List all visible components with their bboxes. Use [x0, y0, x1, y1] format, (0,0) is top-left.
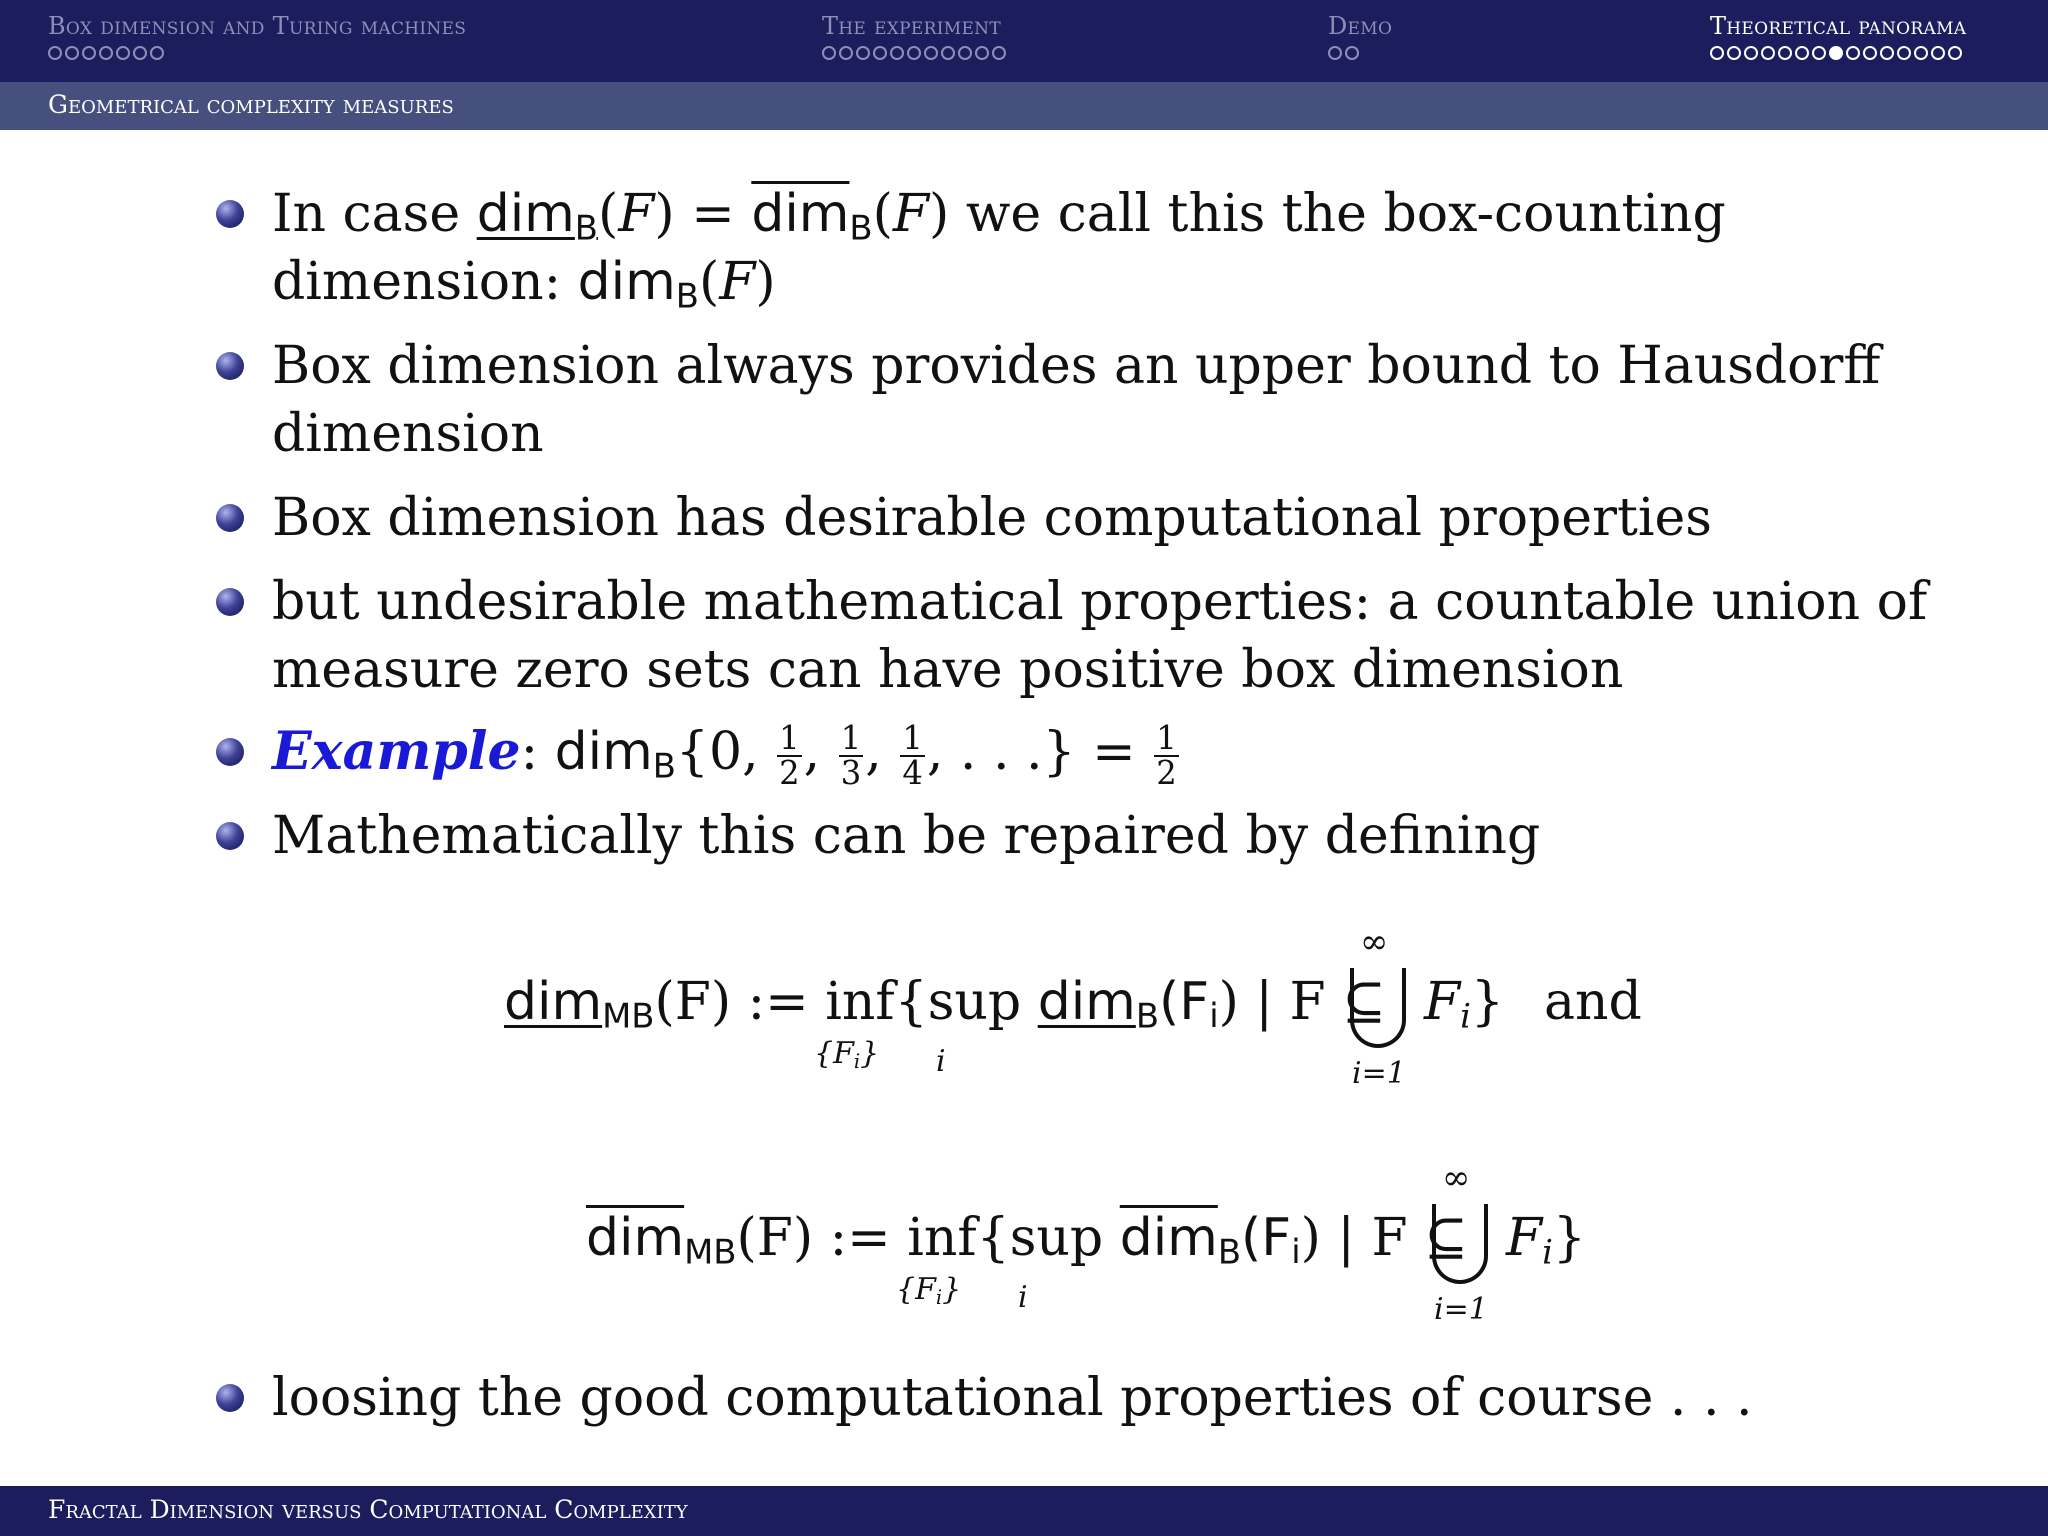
text-span: dim — [504, 972, 603, 1032]
upper-dim — [751, 184, 849, 244]
nav-section-title[interactable]: Box dimension and Turing machines — [48, 12, 467, 40]
text-span: 1 — [779, 719, 800, 758]
text-span: {F — [896, 1272, 936, 1307]
nav-dot[interactable] — [941, 46, 955, 60]
text-span: In case — [272, 184, 477, 244]
nav-dot[interactable] — [1931, 46, 1945, 60]
nav-dot[interactable] — [992, 46, 1006, 60]
union-lower-limit: i=1 — [1352, 1056, 1406, 1091]
eq-lhs — [586, 1208, 1468, 1271]
text-span: (F) := inf{sup — [654, 972, 1038, 1032]
bullet-icon — [216, 588, 244, 616]
bullet-text: but undesirable mathematical properties: a countable union of — [272, 572, 1928, 632]
text-span: $\overline{dim}$ — [586, 1208, 685, 1268]
text-span: i — [935, 1285, 943, 1309]
nav-section-demo[interactable] — [1328, 12, 1392, 60]
text-span: {F — [814, 1036, 854, 1071]
text-span: B — [652, 746, 676, 786]
nav-dot[interactable] — [822, 46, 836, 60]
bullet-icon — [216, 200, 244, 228]
nav-section-title[interactable]: Demo — [1328, 12, 1393, 40]
nav-dot[interactable] — [1846, 46, 1860, 60]
nav-dot[interactable] — [1863, 46, 1877, 60]
text-span: dimension: — [272, 252, 578, 312]
eq-rhs — [1506, 1208, 1586, 1271]
nav-dot[interactable] — [1914, 46, 1928, 60]
text-span: } — [860, 1036, 880, 1071]
nav-dot[interactable] — [150, 46, 164, 60]
nav-dot[interactable] — [99, 46, 113, 60]
text-span: , . . .} = — [926, 722, 1153, 782]
text-span: {0, — [675, 722, 776, 782]
subsection-title[interactable]: Geometrical complexity measures — [48, 90, 454, 119]
sup-subscript: i — [1018, 1280, 1028, 1315]
text-span: F — [719, 252, 756, 312]
nav-dot[interactable] — [907, 46, 921, 60]
nav-dot[interactable] — [1812, 46, 1826, 60]
union-upper-limit: ∞ — [1442, 1158, 1471, 1198]
text-span: 2 — [1156, 753, 1177, 792]
nav-dot[interactable] — [873, 46, 887, 60]
nav-dot[interactable] — [116, 46, 130, 60]
nav-dot[interactable] — [1948, 46, 1962, 60]
inf-subscript — [896, 1272, 961, 1309]
text-span: B — [1217, 1232, 1242, 1272]
text-span: we call this the box-counting — [949, 184, 1726, 244]
text-span: ) — [755, 252, 776, 312]
nav-dot[interactable] — [1710, 46, 1724, 60]
text-span: 3 — [840, 753, 862, 792]
text-span: } — [1470, 972, 1504, 1032]
sup-subscript: i — [936, 1044, 946, 1079]
text-span: 4 — [902, 753, 923, 792]
nav-dot[interactable] — [1744, 46, 1758, 60]
footer-title: Fractal Dimension versus Computational Complexity — [48, 1495, 688, 1524]
text-span: i — [1542, 1232, 1553, 1272]
nav-dot[interactable] — [958, 46, 972, 60]
text-span: (F — [1241, 1208, 1292, 1268]
nav-dot[interactable] — [1778, 46, 1792, 60]
eq-and: and — [1544, 972, 1642, 1032]
bullet-text-line2: dimension — [272, 404, 544, 464]
bullet-icon — [216, 738, 244, 766]
bullet-text: Example: dim$_B${0, $\frac{1}{2}$ , $\frac{1}{3}$ , $\frac{1}{4}$ , . . .} = $\frac{1}{2}$ — [272, 719, 1177, 792]
text-span: i — [1291, 1232, 1301, 1272]
text-span: dim — [1037, 972, 1136, 1032]
nav-dot[interactable] — [65, 46, 79, 60]
text-span: } — [1552, 1208, 1586, 1268]
text-span: : — [520, 722, 555, 782]
text-span: F — [1424, 972, 1461, 1032]
nav-dots — [822, 46, 1006, 60]
text-span: F — [618, 184, 655, 244]
text-span: B — [675, 276, 699, 316]
text-span: F — [892, 184, 929, 244]
text-span: dim — [577, 252, 676, 312]
text-span: ( — [872, 184, 893, 244]
bullet-icon — [216, 504, 244, 532]
text-span: 2 — [779, 753, 800, 792]
nav-dot[interactable] — [975, 46, 989, 60]
nav-dot[interactable] — [48, 46, 62, 60]
text-span: dim — [554, 722, 653, 782]
nav-dot[interactable] — [890, 46, 904, 60]
text-span: B — [574, 208, 598, 248]
nav-section-box-dimension[interactable] — [48, 12, 466, 60]
inf-subscript — [814, 1036, 879, 1073]
text-span: ) | F ⊆ — [1300, 1208, 1468, 1268]
nav-dot[interactable] — [1897, 46, 1911, 60]
nav-dot[interactable] — [82, 46, 96, 60]
text-span: 1 — [840, 719, 862, 758]
big-union-icon — [1350, 968, 1406, 1048]
subsection-bar — [0, 82, 2048, 130]
equation-lower-modified-box-dimension — [504, 922, 1704, 1112]
nav-dot-current[interactable] — [1829, 46, 1843, 60]
bullet-icon — [216, 352, 244, 380]
text-span: ( — [597, 184, 619, 244]
nav-dot[interactable] — [1345, 46, 1359, 60]
nav-section-title[interactable]: Theoretical panorama — [1710, 12, 1967, 40]
example-label: Example — [272, 721, 521, 782]
nav-dot[interactable] — [856, 46, 870, 60]
text-span: ( — [698, 252, 720, 312]
text-span: (F — [1159, 972, 1210, 1032]
nav-dot[interactable] — [1727, 46, 1741, 60]
nav-section-experiment[interactable] — [822, 12, 1006, 60]
nav-dots — [48, 46, 466, 60]
nav-dot[interactable] — [924, 46, 938, 60]
text-span: B — [1135, 996, 1160, 1036]
nav-dot[interactable] — [1761, 46, 1775, 60]
equation-upper-modified-box-dimension — [586, 1158, 1686, 1348]
text-span: MB — [684, 1232, 737, 1272]
eq-lhs — [504, 972, 1386, 1035]
text-span: $\overline{dim}$ — [751, 184, 850, 244]
lower-dim — [476, 184, 598, 248]
eq-rhs — [1424, 972, 1504, 1035]
text-span: dim — [476, 184, 575, 244]
text-span: } — [942, 1272, 962, 1307]
nav-dot[interactable] — [1880, 46, 1894, 60]
text-span: i — [1209, 996, 1219, 1036]
text-span: ) — [929, 184, 950, 244]
nav-section-theoretical-panorama[interactable] — [1710, 12, 1966, 60]
bullet-text: Box dimension always provides an upper bound to Hausdorff — [272, 336, 1881, 396]
text-span: = — [674, 184, 752, 244]
nav-dot[interactable] — [1328, 46, 1342, 60]
text-span: B — [849, 208, 873, 248]
nav-dots — [1710, 46, 1966, 60]
text-span: 1 — [902, 719, 923, 758]
text-span: ) — [654, 184, 675, 244]
bullet-icon — [216, 1384, 244, 1412]
nav-section-title[interactable]: The experiment — [822, 12, 1001, 40]
bullet-icon — [216, 822, 244, 850]
bullet-text: loosing the good computational properties of course . . . — [272, 1368, 1753, 1428]
text-span: ) | F ⊆ — [1218, 972, 1386, 1032]
text-span: 1 — [1156, 719, 1177, 758]
fraction-half — [777, 719, 802, 792]
bullet-text: Mathematically this can be repaired by defining — [272, 806, 1541, 866]
nav-dots — [1328, 46, 1392, 60]
text-span: MB — [602, 996, 655, 1036]
big-union-icon — [1432, 1204, 1488, 1284]
union-lower-limit: i=1 — [1434, 1292, 1488, 1327]
text-span: $\overline{dim}$ — [1119, 1208, 1218, 1268]
fraction-third — [839, 719, 864, 792]
nav-dot[interactable] — [133, 46, 147, 60]
bullet-text: Box dimension has desirable computational properties — [272, 488, 1712, 548]
footer-bar — [0, 1486, 2048, 1536]
bullet-text-line2 — [272, 248, 1872, 330]
nav-dot[interactable] — [1795, 46, 1809, 60]
text-span: (F) := inf{sup — [736, 1208, 1120, 1268]
text-span: F — [1506, 1208, 1543, 1268]
text-span: i — [853, 1049, 861, 1073]
fraction-result — [1154, 719, 1179, 792]
navigation-header — [0, 0, 2048, 82]
text-span: i — [1460, 996, 1471, 1036]
union-upper-limit: ∞ — [1360, 922, 1389, 962]
fraction-quarter — [900, 719, 925, 792]
nav-dot[interactable] — [839, 46, 853, 60]
bullet-text-line2: measure zero sets can have positive box dimension — [272, 640, 1624, 700]
